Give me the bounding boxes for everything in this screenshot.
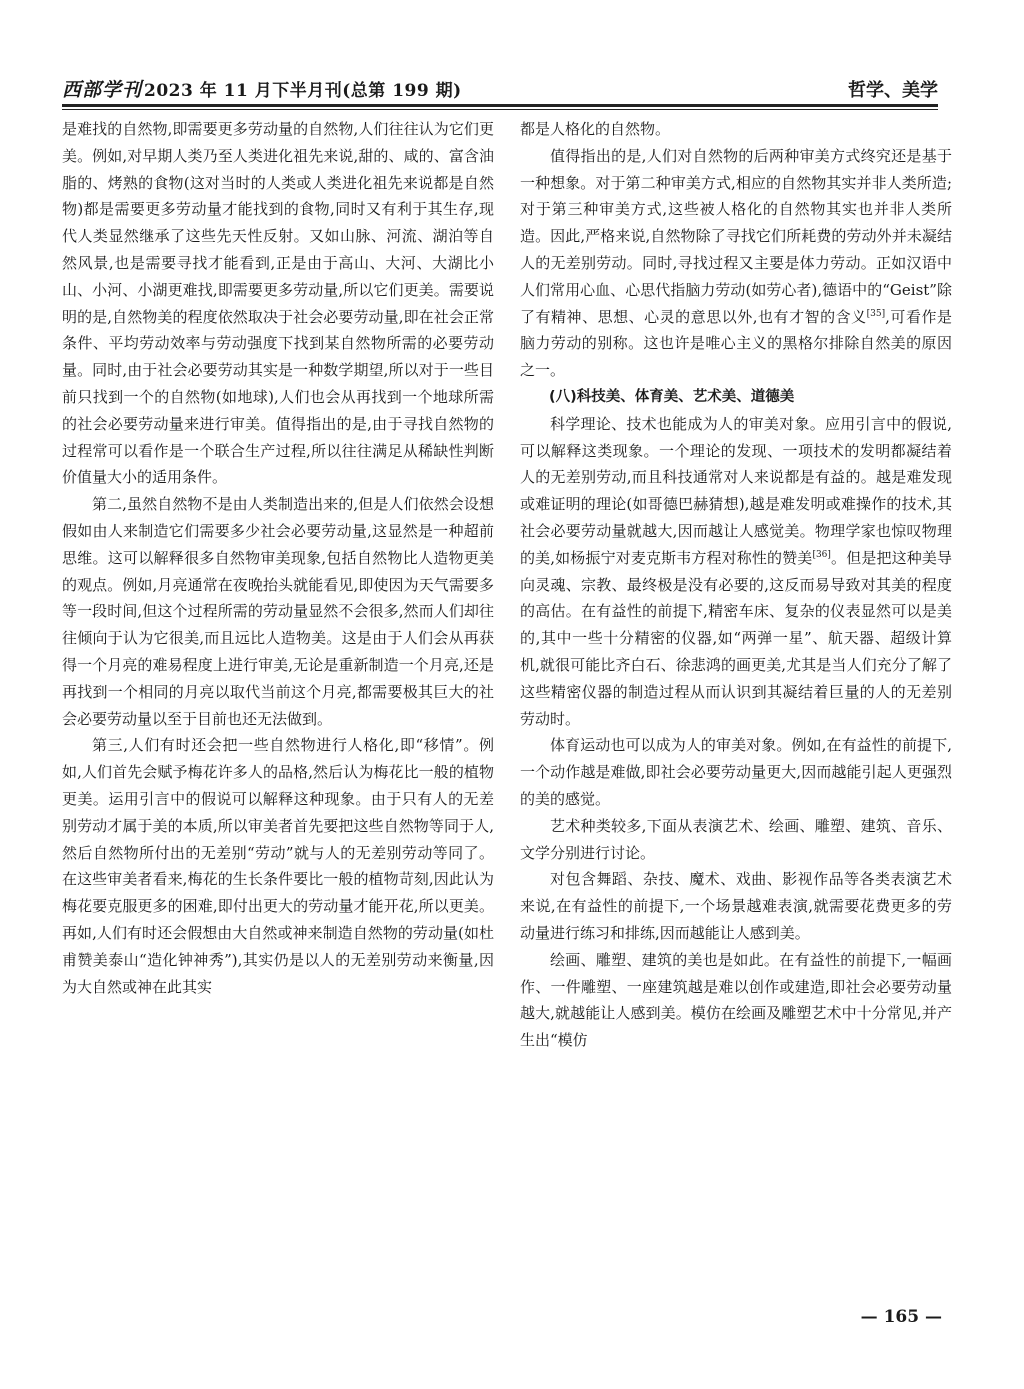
- journal-info: [62, 75, 462, 102]
- paragraph: [520, 143, 952, 384]
- paragraph-text: 值得指出的是,人们对自然物的后两种审美方式终究还是基于一种想象。对于第二种审美方式,相应的自然物其实并非人类所造;对于第三种审美方式,这些被人格化的自然物其实也并非人类所造。因此,严格来说,自然物除了寻找它们所耗费的劳动外并未凝结人的无差别劳动。同时,寻找过程又主要是体力劳动。正如汉语中人们常用心血、心思代指脑力劳动(如劳心者),德语中的“Geist”除了有精神、思想、心灵的意思以外,也有才智的含义: [520, 146, 952, 326]
- right-column: [520, 116, 952, 1054]
- running-header: [62, 72, 938, 102]
- citation: [35]: [866, 308, 886, 319]
- paragraph-text: ,可看作是脑力劳动的别称。这也许是唯心主义的黑格尔排除自然美的原因之一。: [520, 307, 952, 380]
- paragraph: 绘画、雕塑、建筑的美也是如此。在有益性的前提下,一幅画作、一件雕塑、一座建筑越是难以创作或建造,即社会必要劳动量越大,就越能让人感到美。模仿在绘画及雕塑艺术中十分常见,并产生出“模仿: [520, 950, 952, 1050]
- paragraph: 第三,人们有时还会把一些自然物进行人格化,即“移情”。例如,人们首先会赋予梅花许多人的品格,然后认为梅花比一般的植物更美。运用引言中的假说可以解释这种现象。由于只有人的无差别劳动才属于美的本质,所以审美者首先要把这些自然物等同于人,然后自然物所付出的无差别“劳动”就与人的无差别劳动等同了。在这些审美者看来,梅花的生长条件要比一般的植物苛刻,因此认为梅花要克服更多的困难,即付出更大的劳动量才能开花,所以更美。再如,人们有时还会假想由大自然或神来制造自然物的劳动量(如杜甫赞美泰山“造化钟神秀”),其实仍是以人的无差别劳动来衡量,因为大自然或神在此其实: [62, 736, 494, 996]
- left-column: [62, 116, 494, 1000]
- paragraph: 体育运动也可以成为人的审美对象。例如,在有益性的前提下,一个动作越是难做,即社会必要劳动量更大,因而越能引起人更强烈的美的感觉。: [520, 736, 952, 808]
- paragraph: 都是人格化的自然物。: [520, 120, 671, 138]
- paragraph: 艺术种类较多,下面从表演艺术、绘画、雕塑、建筑、音乐、文学分别进行讨论。: [520, 816, 952, 862]
- citation: [36]: [812, 549, 831, 560]
- issue-info: 2023 年 11 月下半月刊(总第 199 期): [144, 81, 462, 101]
- paragraph: 对包含舞蹈、杂技、魔术、戏曲、影视作品等各类表演艺术来说,在有益性的前提下,一个场景越难表演,就需要花费更多的劳动量进行练习和排练,因而越能让人感到美。: [520, 870, 952, 942]
- section-heading: (八)科技美、体育美、艺术美、道德美: [549, 388, 795, 405]
- paragraph: 第二,虽然自然物不是由人类制造出来的,但是人们依然会设想假如由人来制造它们需要多少社会必要劳动量,这显然是一种超前思维。这可以解释很多自然物审美现象,包括自然物比人造物更美的观点。例如,月亮通常在夜晚抬头就能看见,即使因为天气需要多等一段时间,但这个过程所需的劳动量显然不会很多,然而人们却往往倾向于认为它很美,而且远比人造物美。这是由于人们会从再获得一个月亮的难易程度上进行审美,无论是重新制造一个月亮,还是再找到一个相同的月亮以取代当前这个月亮,都需要极其巨大的社会必要劳动量以至于目前也还无法做到。: [62, 495, 494, 728]
- paragraph: 是难找的自然物,即需要更多劳动量的自然物,人们往往认为它们更美。例如,对早期人类乃至人类进化祖先来说,甜的、咸的、富含油脂的、烤熟的食物(这对当时的人类或人类进化祖先来说都是自然物)都是需要更多劳动量才能找到的食物,同时又有利于其生存,现代人类显然继承了这些先天性反射。又如山脉、河流、湖泊等自然风景,也是需要寻找才能看到,正是由于高山、大河、大湖比小山、小河、小湖更难找,即需要更多劳动量,所以它们更美。需要说明的是,自然物美的程度依然取决于社会必要劳动量,即在社会正常条件、平均劳动效率与劳动强度下找到某自然物所需的必要劳动量。同时,由于社会必要劳动其实是一种数学期望,所以对于一些目前只找到一个的自然物(如地球),人们也会从再找到一个地球所需的社会必要劳动量来进行审美。值得指出的是,由于寻找自然物的过程常可以看作是一个联合生产过程,所以往往满足从稀缺性判断价值量大小的适用条件。: [62, 120, 494, 487]
- header-rule: [62, 104, 938, 107]
- paragraph: [520, 411, 952, 733]
- paragraph-text: 科学理论、技术也能成为人的审美对象。应用引言中的假说,可以解释这类现象。一个理论的发现、一项技术的发明都凝结着人的无差别劳动,而且科技通常对人来说都是有益的。越是难发现或难证明的理论(如哥德巴赫猜想),越是难发明或难操作的技术,其社会必要劳动量就越大,因而越让人感觉美。物理学家也惊叹物理的美,如杨振宁对麦克斯韦方程对称性的赞美: [520, 414, 952, 567]
- paragraph-text: 。但是把这种美导向灵魂、宗教、最终极是没有必要的,这反而易导致对其美的程度的高估。在有益性的前提下,精密车床、复杂的仪表显然可以是美的,其中一些十分精密的仪器,如“两弹一星”、航天器、超级计算机,就很可能比齐白石、徐悲鸿的画更美,尤其是当人们充分了解了这些精密仪器的制造过程从而认识到其凝结着巨量的人的无差别劳动时。: [520, 548, 952, 728]
- journal-logo: 西部学刊: [62, 79, 143, 101]
- page-number: — 165 —: [860, 1307, 942, 1327]
- section-title: 哲学、美学: [848, 80, 938, 101]
- header-rule-thin: [62, 109, 938, 110]
